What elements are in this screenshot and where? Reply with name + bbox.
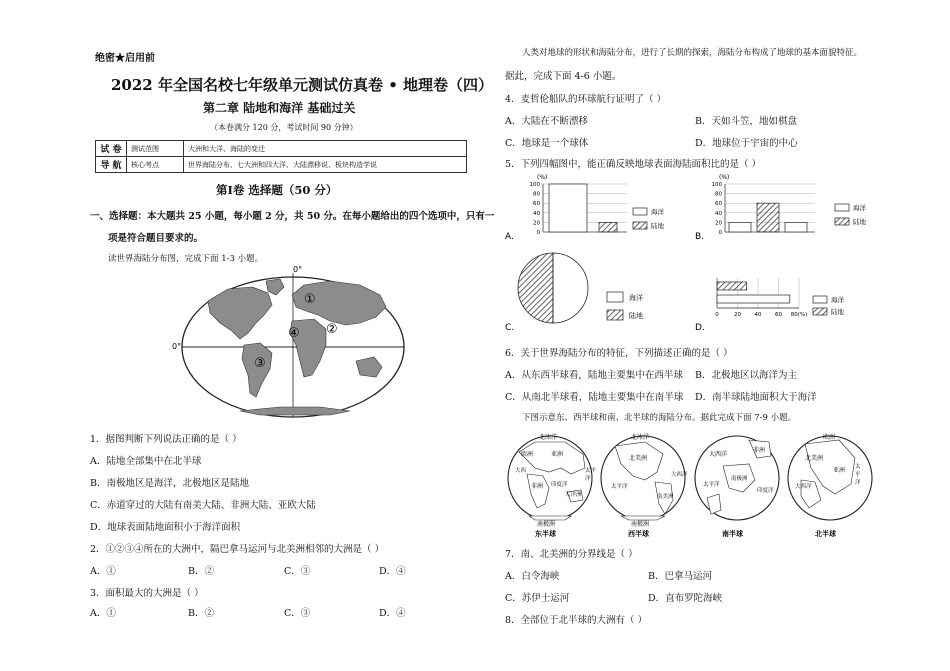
q1-option-d[interactable]: D．地球表面陆地面积小于海洋面积 [90, 522, 241, 533]
q4-option-a[interactable]: A．大陆在不断漂移 [505, 116, 588, 127]
chart-a-tick-label: 60 [533, 201, 540, 208]
chart-a-tick-label: 100 [529, 182, 540, 188]
chart-d-tick-label: 60 [775, 312, 782, 318]
world-map [172, 265, 405, 425]
g1-atl: 大西 [515, 468, 527, 474]
g2-sa: 南美洲 [657, 494, 674, 500]
chart-b-tick-label: 0 [718, 230, 722, 236]
g2-name: 西半球 [628, 530, 649, 538]
chart-d-legend-sea-swatch [813, 296, 827, 303]
chart-d-tick-label: 20 [734, 312, 741, 318]
chart-d-legend-sea: 海洋 [831, 296, 844, 304]
chart-b-legend-land-swatch [835, 218, 849, 225]
chart-b-tick-label: 80 [715, 191, 722, 198]
q2-stem: 2．①②③④所在的大洲中，隔巴拿马运河与北美洲相邻的大洲是（ ） [90, 544, 385, 555]
g4-pac3: 洋 [855, 480, 861, 486]
g4-pac1: 太 [855, 464, 861, 470]
chart-d-tick-label: 80(%) [790, 312, 808, 318]
chart-a-bar-land [599, 222, 617, 232]
q6-option-b[interactable]: B．北极地区以海洋为主 [695, 370, 797, 381]
q3-option-d[interactable]: D．④ [379, 608, 406, 619]
g2-top: 北冰洋 [631, 434, 650, 441]
globe-north [788, 433, 872, 538]
q3-stem: 3．面积最大的大洲是（ ） [90, 588, 204, 599]
q6-stem: 6．关于世界海陆分布的特征，下列描述正确的是（ ） [505, 348, 733, 359]
chart-c-slice [518, 253, 553, 323]
g1-pac1: 太平 [585, 468, 597, 474]
guide-label-2: 导 航 [96, 157, 127, 173]
g3-af: 非洲 [753, 447, 766, 454]
chart-c-legend-sea: 海洋 [629, 294, 643, 302]
chart-c-slice [553, 253, 588, 323]
chart-a-tick-label: 80 [533, 191, 540, 198]
g4-na: 北美洲 [805, 455, 824, 462]
chart-b-legend-sea-swatch [835, 204, 849, 211]
g2-atl: 大西洋 [671, 472, 688, 478]
q4-option-d[interactable]: D．地球位于宇宙的中心 [695, 138, 798, 149]
g1-pac2: 洋 [585, 476, 591, 482]
g1-name: 东半球 [535, 530, 556, 538]
chart-b-label: B. [695, 232, 705, 242]
g1-ant: 南极洲 [537, 521, 556, 528]
guide-val-1: 大洲和大洋、海陆的变迁 [184, 141, 467, 157]
g3-name: 南半球 [722, 530, 743, 538]
q2-option-c[interactable]: C．③ [284, 566, 311, 577]
q7-option-c[interactable]: C．苏伊士运河 [505, 593, 570, 604]
g1-as: 亚洲 [551, 451, 564, 458]
q3-option-a[interactable]: A．① [90, 608, 116, 619]
q1-option-b[interactable]: B．南极地区是海洋，北极地区是陆地 [90, 478, 249, 489]
g1-af: 非洲 [531, 483, 544, 490]
q7-option-b[interactable]: B．巴拿马运河 [648, 571, 712, 582]
q3-option-b[interactable]: B．② [188, 608, 214, 619]
q2-option-b[interactable]: B．② [188, 566, 214, 577]
chart-b-tick-label: 100 [711, 182, 722, 188]
label-lon0: 0° [293, 265, 303, 274]
intro-text-2: 据此，完成下面 4-6 小题。 [505, 71, 622, 82]
q7-stem: 7．南、北美洲的分界线是（ ） [505, 549, 638, 560]
q3-option-c[interactable]: C．③ [284, 608, 311, 619]
g3-atl: 大西洋 [709, 451, 728, 458]
q6-option-a[interactable]: A．从东西半球看，陆地主要集中在西半球 [505, 370, 683, 381]
g2-pac: 太平洋 [611, 484, 628, 490]
chart-d [695, 272, 875, 336]
secret-mark: 绝密★启用前 [95, 53, 155, 64]
chapter-subtitle: 第二章 陆地和海洋 基础过关 [203, 101, 356, 115]
q8-stem: 8．全部位于北半球的大洲有（ ） [505, 615, 648, 626]
chart-a [505, 170, 680, 245]
chart-a-legend-land: 陆地 [651, 222, 664, 230]
chart-c-legend-sea-swatch [607, 292, 623, 302]
g3-ant: 南极洲 [731, 476, 748, 482]
chart-c-legend-land-swatch [607, 310, 623, 320]
guide-key-2: 核心考点 [127, 157, 184, 173]
q4-option-c[interactable]: C．地球是一个球体 [505, 138, 589, 149]
chart-b-tick-label: 40 [715, 210, 722, 217]
guide-label-1: 试 卷 [96, 141, 127, 157]
chart-b-bar [729, 222, 751, 232]
chart-c-label: C. [505, 323, 515, 333]
q6-option-d[interactable]: D．南半球陆地面积大于海洋 [695, 392, 817, 403]
q2-option-d[interactable]: D．④ [379, 566, 406, 577]
reading-prompt-1: 读世界海陆分布图，完成下面 1-3 小题。 [108, 254, 264, 264]
intro-text-1: 人类对地球的形状和海陆分布，进行了长期的探索，海陆分布构成了地球的基本面貌特征。 [522, 48, 863, 58]
chart-a-bar-sea [549, 184, 587, 232]
chart-d-legend-land-swatch [813, 308, 827, 315]
chart-a-tick-label: 0 [536, 230, 540, 236]
g4-atl: 大西洋 [795, 484, 812, 490]
chart-b-legend-land: 陆地 [853, 218, 866, 226]
q1-stem: 1．据图判断下列说法正确的是（ ） [90, 434, 242, 445]
q1-option-c[interactable]: C．赤道穿过的大陆有南美大陆、非洲大陆、亚欧大陆 [90, 500, 316, 511]
g3-pac: 太平洋 [703, 482, 720, 488]
label-n4: ④ [288, 326, 300, 341]
g4-eu: 欧洲 [823, 434, 836, 441]
chart-a-legend-sea: 海洋 [651, 208, 664, 216]
g3-in: 印度洋 [757, 488, 774, 494]
chart-c [505, 250, 680, 336]
intro-text-3: 下图示意东、西半球和南、北半球的海陆分布。据此完成下面 7-9 小题。 [522, 413, 797, 423]
label-n3: ③ [254, 356, 266, 371]
g1-top: 北冰洋 [539, 434, 558, 441]
guide-key-1: 测试范围 [127, 141, 184, 157]
g4-name: 北半球 [815, 530, 836, 538]
score-note: （本卷满分 120 分，考试时间 90 分钟） [210, 123, 358, 132]
chart-d-bar [717, 295, 790, 303]
hemisphere-globes [505, 428, 865, 540]
chart-b-tick-label: 20 [715, 220, 722, 227]
label-n2: ② [326, 322, 338, 337]
g2-na: 北美洲 [629, 455, 648, 462]
chart-d-label: D. [695, 323, 705, 333]
q6-option-c[interactable]: C．从南北半球看，陆地主要集中在南半球 [505, 392, 684, 403]
g4-pac2: 平 [855, 472, 861, 478]
chart-b-bar [757, 203, 779, 232]
q1-option-a[interactable]: A．陆地全部集中在北半球 [90, 456, 202, 467]
chart-d-legend-land: 陆地 [831, 308, 844, 316]
g1-eu: 欧洲 [521, 451, 534, 458]
chart-d-tick-label: 0 [715, 312, 719, 318]
globe-south [695, 436, 779, 538]
g1-au: 大洋洲 [565, 492, 582, 498]
section-title: 第Ⅰ卷 选择题（50 分） [216, 183, 338, 197]
chart-b [695, 170, 875, 245]
q7-option-a[interactable]: A．白令海峡 [505, 571, 560, 582]
label-n1: ① [304, 292, 316, 307]
chart-a-unit: (%) [537, 174, 548, 181]
guide-table [95, 140, 467, 173]
chart-d-bar [717, 282, 747, 290]
chart-b-unit: (%) [719, 174, 730, 181]
q4-option-b[interactable]: B．天如斗笠，地如棋盘 [695, 116, 797, 127]
guide-val-2: 世界海陆分布、七大洲和四大洋、大陆漂移说、板块构造学说 [184, 157, 467, 173]
chart-a-tick-label: 20 [533, 220, 540, 227]
chart-a-label: A. [505, 232, 514, 242]
page-title: 2022 年全国名校七年级单元测试仿真卷 • 地理卷（四） [111, 76, 494, 94]
chart-a-tick-label: 40 [533, 210, 540, 217]
q7-option-d[interactable]: D．直布罗陀海峡 [648, 593, 723, 604]
q2-option-a[interactable]: A．① [90, 566, 116, 577]
chart-a-legend-sea-swatch [633, 208, 647, 215]
g4-as: 亚洲 [833, 467, 846, 474]
q4-stem: 4．麦哲伦船队的环球航行证明了（ ） [505, 94, 667, 105]
q5-stem: 5．下列四幅图中，能正确反映地球表面海陆面积比的是（ ） [505, 159, 762, 170]
chart-b-bar [785, 222, 807, 232]
chart-b-tick-label: 60 [715, 201, 722, 208]
globe-east [508, 433, 597, 538]
globe-west [601, 433, 688, 538]
g2-ant: 南极洲 [631, 521, 650, 528]
instructions-line1: 一、选择题：本大题共 25 小题，每小题 2 分，共 50 分。在每小题给出的四个选项中，只有一 [90, 211, 495, 222]
instructions-line2: 项是符合题目要求的。 [108, 233, 204, 244]
chart-c-legend-land: 陆地 [629, 312, 643, 320]
label-lat0: 0° [172, 342, 182, 351]
g1-in: 印度洋 [551, 482, 568, 488]
chart-b-legend-sea: 海洋 [853, 204, 866, 212]
chart-a-legend-land-swatch [633, 222, 647, 229]
chart-d-tick-label: 40 [754, 312, 762, 318]
